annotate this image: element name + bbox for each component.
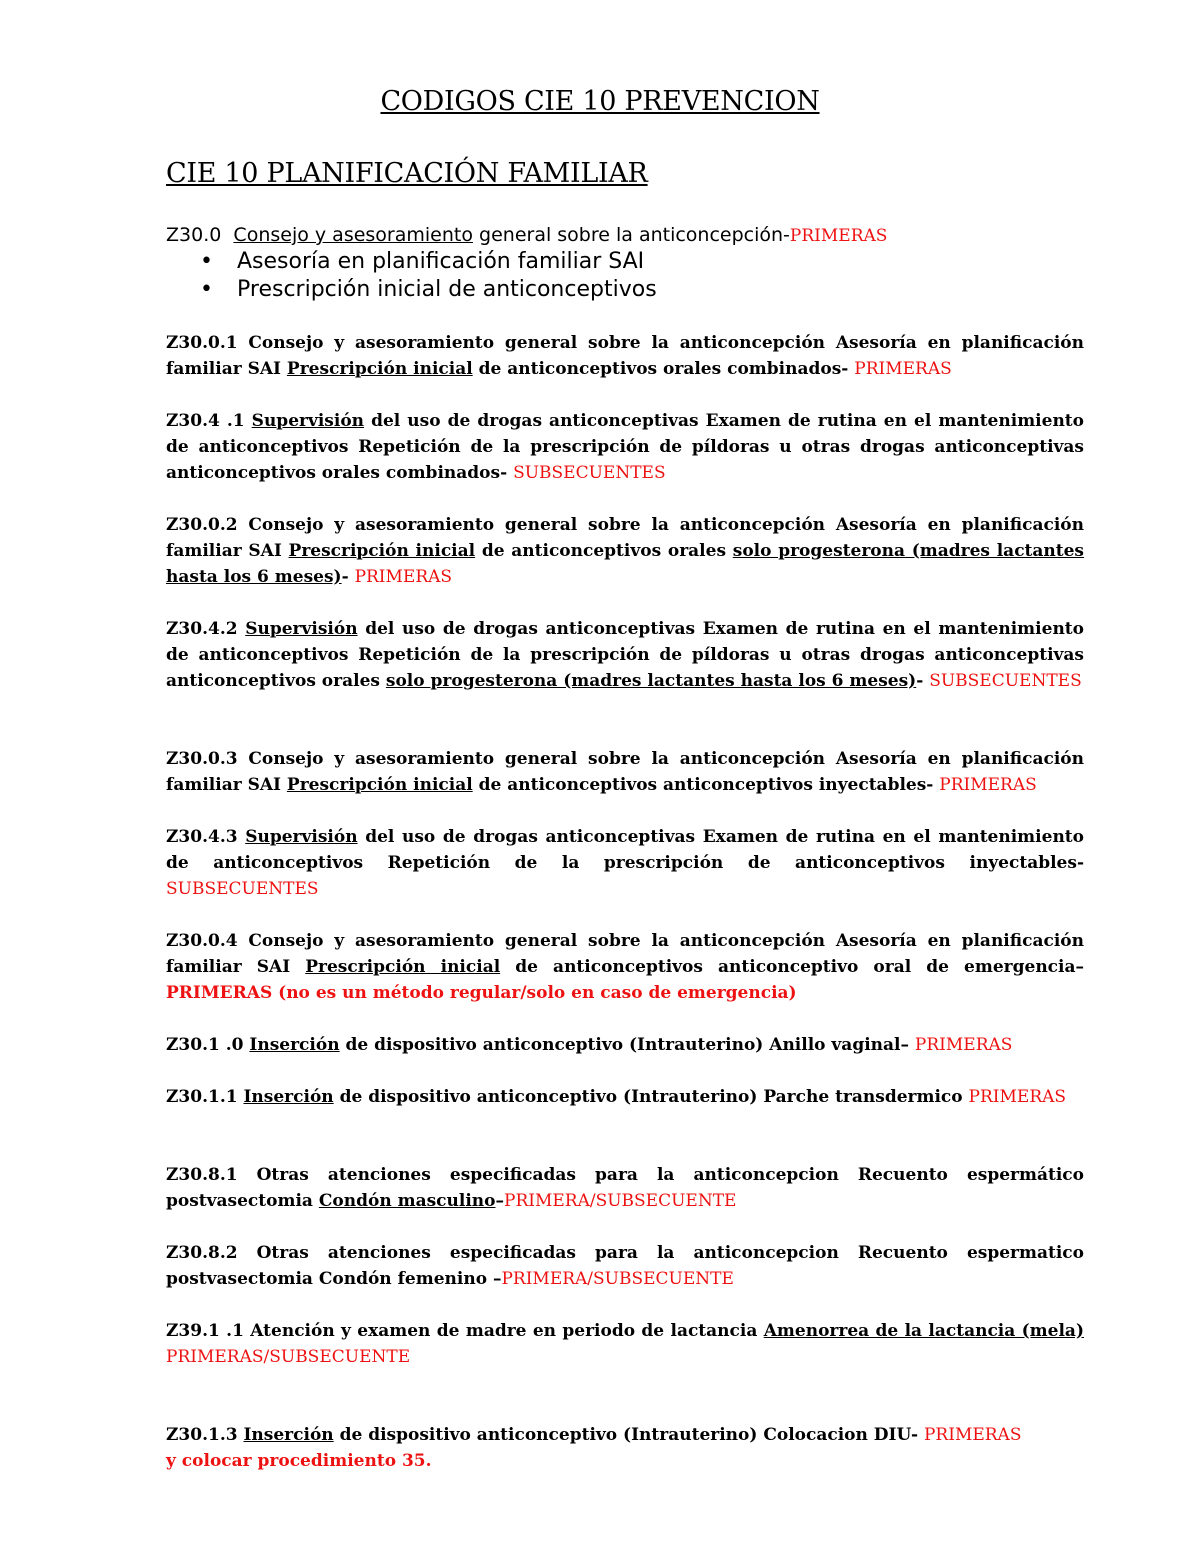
section-title: CIE 10 PLANIFICACIÓN FAMILIAR (166, 158, 648, 189)
entry-text: de anticonceptivos orales (475, 541, 733, 561)
entry-underlined-text: Inserción (243, 1087, 334, 1107)
entry-text: Z30.0.2 Consejo y asesoramiento general sobre la anticoncepción Asesoría en planificación familiar SAI (166, 515, 1084, 561)
entry-underlined-text: Prescripción inicial (288, 541, 476, 561)
entry-text: Z30.4 .1 (166, 411, 252, 431)
entry-underlined-text: Inserción (243, 1425, 334, 1445)
entry-underlined-text: Supervisión (251, 411, 365, 431)
entry-tag: PRIMERA/SUBSECUENTE (504, 1191, 737, 1211)
document-title: CODIGOS CIE 10 PREVENCION (380, 86, 820, 117)
entry-z30-8-1 (166, 1162, 1084, 1214)
entry-underlined-text: Prescripción inicial (286, 359, 473, 379)
entry-text: Z30.1.1 (166, 1087, 244, 1107)
entry-text: Z39.1 .1 Atención y examen de madre en periodo de lactancia (166, 1321, 764, 1341)
entry-z30-0-1 (166, 330, 1084, 382)
entry-underlined-text: Condón masculino (318, 1191, 496, 1211)
entry-text: Z30.0.1 Consejo y asesoramiento general sobre la anticoncepción Asesoría en planificación familiar SAI (166, 333, 1084, 379)
entry-tag: PRIMERAS (968, 1087, 1067, 1107)
entry-text: de anticonceptivos orales combinados- (472, 359, 855, 379)
entry-underlined-text: Consejo y asesoramiento (233, 224, 473, 246)
entry-text: del uso de drogas anticonceptivas Examen de rutina en el mantenimiento de anticonceptivos Repetición de la prescripción de píldoras u otras drogas anticonceptivas anticonceptivos orales (166, 619, 1084, 691)
entry-z30-0-4 (166, 928, 1084, 1006)
entry-tag: PRIMERAS (923, 1425, 1022, 1445)
entry-text: de dispositivo anticonceptivo (Intrauterino) Anillo vaginal– (339, 1035, 915, 1055)
entry-text: Z30.1.3 (166, 1425, 244, 1445)
entry-text: Z30.0.4 Consejo y asesoramiento general sobre la anticoncepción Asesoría en planificación familiar SAI (166, 931, 1084, 977)
entry-text: - (916, 671, 930, 691)
entry-tag: PRIMERAS (354, 567, 453, 587)
entry-code: Z30.0 (166, 224, 222, 246)
entry-text: general sobre la anticoncepción- (472, 224, 790, 246)
entry-text: del uso de drogas anticonceptivas Examen de rutina en el mantenimiento de anticonceptivos Repetición de la prescripción de anticonceptivos inyectables- (166, 827, 1084, 873)
entry-note: y colocar procedimiento 35. (166, 1451, 432, 1471)
entry-tag: PRIMERAS (789, 226, 888, 246)
entry-underlined-text: Prescripción inicial (286, 775, 473, 795)
entry-text: Z30.8.1 Otras atenciones especificadas para la anticoncepcion Recuento espermático postvasectomia (166, 1165, 1084, 1211)
entry-tag: SUBSECUENTES (166, 879, 319, 899)
entry-z30-1-0 (166, 1032, 1084, 1058)
entry-z30-0-2 (166, 512, 1084, 590)
entry-z30-4-1 (166, 408, 1084, 486)
entry-text: de dispositivo anticonceptivo (Intrauterino) Parche transdermico (333, 1087, 969, 1107)
entry-underlined-text: Amenorrea de la lactancia (mela) (763, 1321, 1084, 1341)
entry-tag: PRIMERA/SUBSECUENTE (501, 1269, 734, 1289)
entry-tag: PRIMERAS (914, 1035, 1013, 1055)
entry-underlined-text: Supervisión (245, 827, 358, 847)
entry-text: del uso de drogas anticonceptivas Examen de rutina en el mantenimiento de anticonceptivos Repetición de la prescripción de píldoras u otras drogas anticonceptivas anticonceptivos orales combinados- (166, 411, 1085, 483)
entry-text: - (341, 567, 355, 587)
entry-z30-8-2 (166, 1240, 1084, 1292)
entry-z30-0-3 (166, 746, 1084, 798)
entry-underlined-text: Prescripción inicial (305, 957, 501, 977)
entry-z39-1-1 (166, 1318, 1084, 1370)
entry-z30-4-3 (166, 824, 1084, 902)
entry-z30-1-3 (166, 1422, 1084, 1474)
entry-z30-4-2 (166, 616, 1084, 694)
entry-text: Z30.4.3 (166, 827, 246, 847)
entry-z30-0 (166, 224, 887, 246)
entry-text: de dispositivo anticonceptivo (Intrauterino) Colocacion DIU- (333, 1425, 924, 1445)
entry-text: Z30.0.3 Consejo y asesoramiento general sobre la anticoncepción Asesoría en planificación familiar SAI (166, 749, 1084, 795)
bullet-item: • Prescripción inicial de anticonceptivos (166, 276, 657, 304)
entry-tag: PRIMERAS/SUBSECUENTE (166, 1347, 411, 1367)
entry-text: Z30.8.2 Otras atenciones especificadas para la anticoncepcion Recuento espermatico postvasectomia Condón femenino – (166, 1243, 1084, 1289)
entry-tag: PRIMERAS (no es un método regular/solo en caso de emergencia) (166, 983, 797, 1003)
entry-tag: PRIMERAS (854, 359, 952, 379)
entry-tag: SUBSECUENTES (929, 671, 1082, 691)
entry-text: Z30.4.2 (166, 619, 246, 639)
entry-underlined-text: Inserción (249, 1035, 340, 1055)
entry-z30-1-1 (166, 1084, 1084, 1110)
entry-underlined-text: solo progesterona (madres lactantes hasta los 6 meses) (166, 541, 1085, 587)
entry-tag: SUBSECUENTES (513, 463, 666, 483)
entry-tag: PRIMERAS (939, 775, 1037, 795)
entry-underlined-text: solo progesterona (madres lactantes hasta los 6 meses) (385, 671, 917, 691)
entry-text: Z30.1 .0 (166, 1035, 250, 1055)
entry-text: – (495, 1191, 504, 1211)
bullet-item: • Asesoría en planificación familiar SAI (166, 248, 657, 276)
bullet-list (166, 248, 657, 304)
entry-text: de anticonceptivos anticonceptivo oral de emergencia– (500, 957, 1085, 977)
entry-underlined-text: Supervisión (245, 619, 358, 639)
entry-text: de anticonceptivos anticonceptivos inyectables- (472, 775, 940, 795)
